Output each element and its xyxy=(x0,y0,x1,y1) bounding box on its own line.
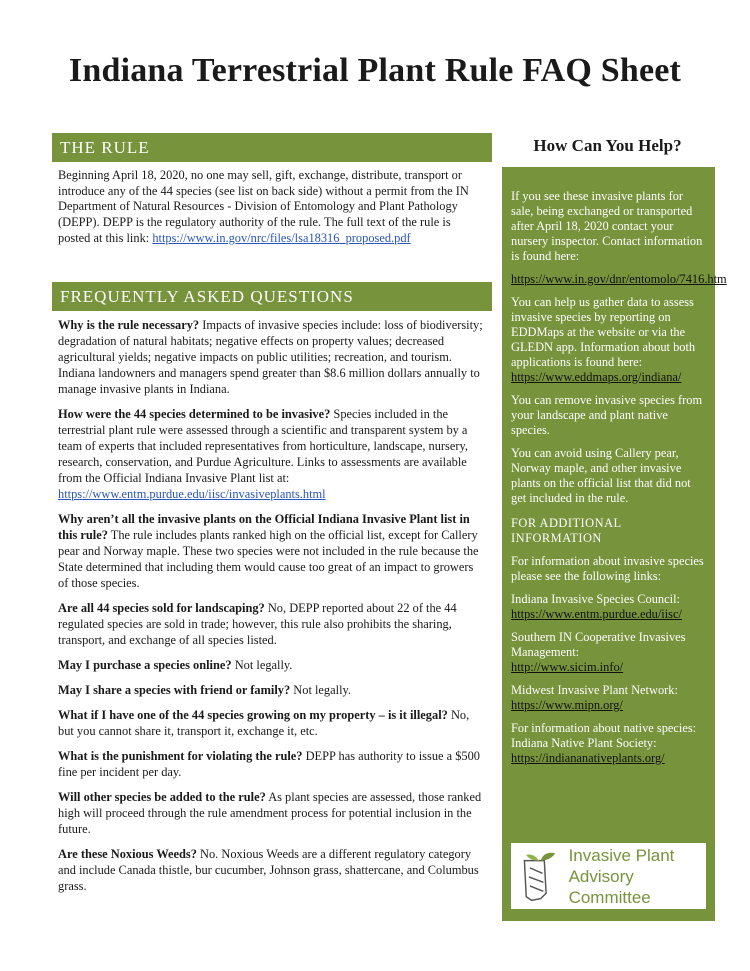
rule-text xyxy=(52,162,492,247)
faq-answer: As plant species are assessed, those ranked high will proceed through the rule amendment process for potential inclusion in the future. xyxy=(58,789,482,836)
faq-item xyxy=(58,657,486,673)
faq-item xyxy=(58,748,486,780)
faq-question: Will other species be added to the rule? xyxy=(58,789,266,804)
indiana-leaf-icon xyxy=(519,847,561,905)
logo-line: Advisory Committee xyxy=(568,866,651,907)
rule-body: Beginning April 18, 2020, no one may sell, gift, exchange, distribute, transport or introduce any of the 44 species (see list on back side) without a permit from the IN Department of Natural Resources - Division of Entomology and Plant Pathology (DEPP). DEPP is the regulatory authority of the rule. The full text of the rule is posted at this link: xyxy=(58,168,469,245)
sidebar-link-paragraph xyxy=(511,272,727,287)
faq-item xyxy=(58,789,486,837)
sidebar-text: If you see these invasive plants for sale, being exchanged or transported after April 18, 2020 contact your nursery inspector. Contact information is found here: xyxy=(511,189,703,263)
sidebar-paragraph: For information about invasive species please see the following links: xyxy=(511,554,704,583)
additional-info-heading: FOR ADDITIONAL INFORMATION xyxy=(511,516,622,545)
sidebar-title: How Can You Help? xyxy=(533,136,682,155)
logo-text xyxy=(569,845,706,908)
main-column xyxy=(52,133,492,903)
sicim-link[interactable]: http://www.sicim.info/ xyxy=(511,660,624,674)
faq-answer: The rule includes plants ranked high on the official list, except for Callery pear and Norway maple. These two species were not included in the rule because the State determined that including them would cause too great of an impact to growers of those species. xyxy=(58,527,479,590)
resource-item xyxy=(511,683,706,713)
faq-question: How were the 44 species determined to be invasive? xyxy=(58,406,331,421)
faq-item xyxy=(58,600,486,648)
sidebar-text: You can help us gather data to assess invasive species by reporting on EDDMaps at the website or via the GLEDN app. Information about both applications is found here: xyxy=(511,295,696,369)
faq-answer: No, DEPP reported about 22 of the 44 regulated species are sold in trade; however, this rule also prohibits the sharing, transport, and exchange of all species listed. xyxy=(58,600,457,647)
eddmaps-link[interactable]: https://www.eddmaps.org/indiana/ xyxy=(511,370,682,384)
faq-question: Why aren’t all the invasive plants on the Official Indiana Invasive Plant list in this rule? xyxy=(58,511,470,542)
sidebar-panel xyxy=(502,167,727,921)
faq-question: What is the punishment for violating the rule? xyxy=(58,748,303,763)
faq-item xyxy=(58,707,486,739)
nursery-inspector-link[interactable]: https://www.in.gov/dnr/entomolo/7416.htm xyxy=(511,272,727,286)
iisc-link[interactable]: https://www.entm.purdue.edu/iisc/ xyxy=(511,607,682,621)
faq-answer: Not legally. xyxy=(231,657,293,672)
faq-question: What if I have one of the 44 species growing on my property – is it illegal? xyxy=(58,707,448,722)
faq-answer: No, but you cannot share it, transport it, exchange it, etc. xyxy=(58,707,470,738)
logo-line: Invasive Plant xyxy=(568,845,675,865)
faq-heading: FREQUENTLY ASKED QUESTIONS xyxy=(52,282,492,311)
faq-answer: Impacts of invasive species include: loss of biodiversity; degradation of natural habitats; negative effects on property values; decreased agricultural yields; negative impacts on public utilities; recreation, and tourism. Indiana landowners and managers spend greater than $8.6 million dollars annually to manage invasive plants in Indiana. xyxy=(58,317,483,396)
faq-item xyxy=(58,406,486,502)
sidebar-paragraph xyxy=(511,189,706,264)
resource-item xyxy=(511,630,706,675)
mipn-link[interactable]: https://www.mipn.org/ xyxy=(511,698,623,712)
faq-answer: DEPP has authority to issue a $500 fine per incident per day. xyxy=(58,748,480,779)
rule-link[interactable]: https://www.in.gov/nrc/files/lsa18316_proposed.pdf xyxy=(152,230,411,245)
faq-item xyxy=(58,846,486,894)
faq-item xyxy=(58,511,486,591)
faq-item xyxy=(58,317,486,397)
faq-answer: Species included in the terrestrial plant rule were assessed through a scientific and transparent system by a team of experts that included representatives from horticulture, landscape, nursery, research, conservation, and Purdue Agriculture. Links to assessments are available from the Official Indiana Invasive Plant list at: xyxy=(58,406,468,485)
inps-link[interactable]: https://indiananativeplants.org/ xyxy=(511,751,665,765)
sidebar-paragraph xyxy=(511,295,706,385)
faq-assessment-link[interactable]: https://www.entm.purdue.edu/iisc/invasiveplants.html xyxy=(58,486,326,501)
sidebar-paragraph: You can avoid using Callery pear, Norway maple, and other invasive plants on the official list that did not get included in the rule. xyxy=(511,446,691,505)
faq-question: Are all 44 species sold for landscaping? xyxy=(58,600,265,615)
faq-answer: Not legally. xyxy=(290,682,351,697)
faq-list xyxy=(52,311,492,894)
resource-label: For information about native species: Indiana Native Plant Society: xyxy=(511,721,697,750)
faq-question: Are these Noxious Weeds? xyxy=(58,846,197,861)
resource-item xyxy=(511,592,706,622)
resource-label: Indiana Invasive Species Council: xyxy=(511,592,680,606)
ipac-logo xyxy=(511,843,706,909)
page-title: Indiana Terrestrial Plant Rule FAQ Sheet xyxy=(68,52,682,89)
resource-label: Southern IN Cooperative Invasives Management: xyxy=(511,630,686,659)
rule-heading: THE RULE xyxy=(52,133,492,162)
sidebar-paragraph: You can remove invasive species from your landscape and plant native species. xyxy=(511,393,703,437)
resource-label: Midwest Invasive Plant Network: xyxy=(511,683,678,697)
faq-item xyxy=(58,682,486,698)
faq-answer: No. Noxious Weeds are a different regulatory category and include Canada thistle, bur cucumber, Johnson grass, shattercane, and Columbus grass. xyxy=(58,846,479,893)
faq-question: May I share a species with friend or family? xyxy=(58,682,291,697)
faq-question: Why is the rule necessary? xyxy=(58,317,200,332)
faq-question: May I purchase a species online? xyxy=(58,657,232,672)
resource-item xyxy=(511,721,706,766)
